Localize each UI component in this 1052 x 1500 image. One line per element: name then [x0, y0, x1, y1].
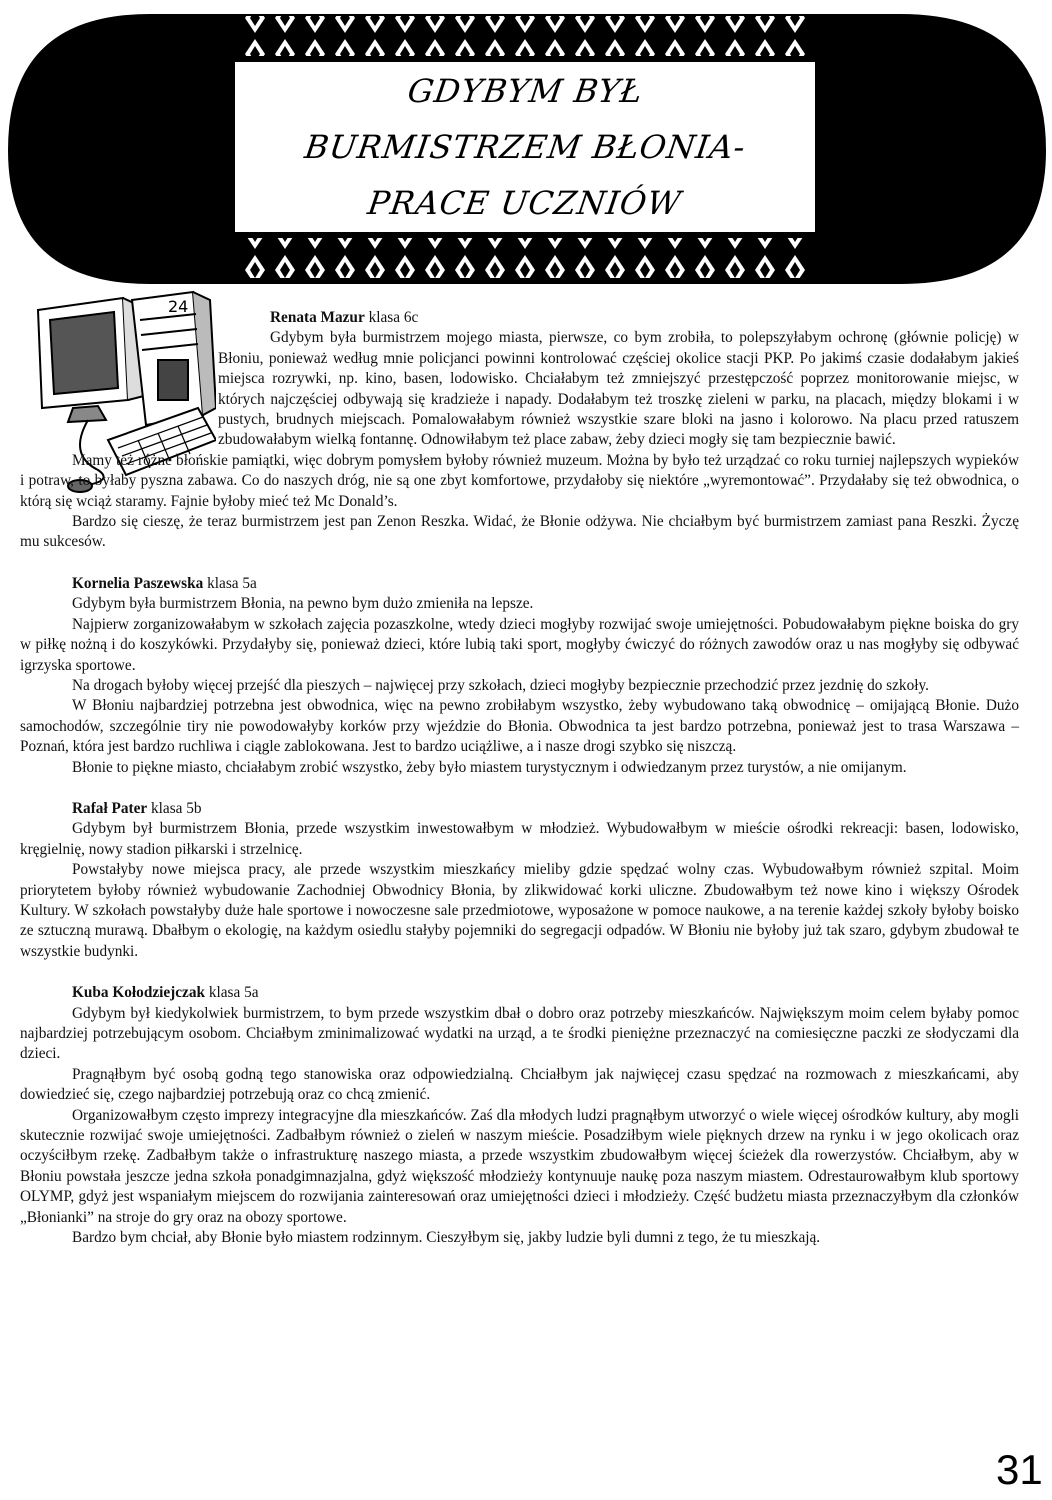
paragraph: Powstałyby nowe miejsca pracy, ale przede wszystkim mieszkańcy mieliby gdzie spędzać wolny czas. Wybudowałbym również szpital. Moim priorytetem byłoby również wybudowanie Zachodniej Obwodnicy Błonia, by zlikwidować korki uliczne. Zbudowałbym też nowe kino i większy Ośrodek Kultury. W szkołach powstałyby duże hale sportowe i nowoczesne sale przedmiotowe, wyposażone w pomoce naukowe, a na terenie każdej szkoły byłoby boisko ze sztuczną murawą. Dbałbym o ekologię, na każdym osiedlu stałyby pojemniki do segregacji odpadów. W Błoniu nie byłoby już tak szaro, gdybym zbudował te wszystkie budynki. [20, 861, 1019, 960]
author-name: Rafał Pater [72, 799, 148, 817]
article [20, 308, 1019, 1248]
paragraph: Gdybym był burmistrzem Błonia, przede wszystkim inwestowałbym w młodzież. Wybudowałbym w mieście ośrodki rekreacji: basen, lodowisko, kręgielnię, nowy stadion piłkarski i strzelnicę. [20, 820, 1019, 858]
paragraph: Gdybym była burmistrzem Błonia, na pewno bym dużo zmieniła na lepsze. [72, 595, 534, 613]
paragraph: Na drogach byłoby więcej przejść dla pieszych – najwięcej przy szkołach, dzieci mogłyby bezpiecznie przechodzić przez jezdnię do szkoły. [72, 676, 929, 694]
title-line-1: GDYBYM BYŁ [404, 72, 646, 110]
title-box [235, 62, 815, 232]
paragraph: Bardzo bym chciał, aby Błonie było miastem rodzinnym. Cieszyłbym się, jakby ludzie byli dumni z tego, że tu mieszkają. [72, 1229, 821, 1247]
author-name: Kuba Kołodziejczak [72, 984, 205, 1002]
paragraph: Błonie to piękne miasto, chciałabym zrobić wszystko, żeby było miastem turystycznym i odwiedzanym przez turystów, a nie omijanym. [72, 758, 907, 776]
title-line-2: BURMISTRZEM BŁONIA- [302, 128, 748, 166]
paragraph: Gdybym był kiedykolwiek burmistrzem, to bym przede wszystkim dbał o dobro oraz potrzeby mieszkańców. Największym moim celem byłaby pomoc najbardziej potrzebującym osobom. Chciałbym zminimalizować wydatki na urząd, a te środki pieniężne przeznaczyć na comiesięczne paczki ze słodyczami dla dzieci. [20, 1004, 1019, 1063]
paragraph: Mamy też różne błońskie pamiątki, więc dobrym pomysłem byłoby również muzeum. Można by było też urządzać co roku turniej najlepszych wypieków i potraw, to byłaby pyszna zabawa. Co do naszych dróg, nie są one zbyt komfortowe, przydałoby się niektóre „wyremontować”. Przydałaby się też obwodnica, o którą się wciąż staramy. Fajnie byłoby mieć też Mc Donald’s. [20, 451, 1019, 510]
title-line-3: PRACE UCZNIÓW [365, 184, 685, 222]
paragraph: Najpierw zorganizowałabym w szkołach zajęcia pozaszkolne, wtedy dzieci mogłyby rozwijać swoje umiejętności. Pobudowałabym piękne boiska do gry w piłkę nożną i do koszykówki. Przydałyby się, ponieważ dzieci, które lubią taki sport, mogłyby ćwiczyć do różnych zawodów oraz u nas mogłyby się odbywać igrzyska sportowe. [20, 615, 1019, 674]
section-heading [20, 983, 1019, 1003]
page-number: 31 [996, 1446, 1043, 1493]
paragraph: W Błoniu najbardziej potrzebna jest obwodnica, więc na pewno zrobiłabym wszystko, żeby wybudowano taką obwodnicę – omijającą Błonie. Dużo samochodów, szczególnie tiry nie powodowałyby korków przy wjeździe do Błonia. Obwodnica ta jest bardzo potrzebna, ponieważ jest to trasa Warszawa – Poznań, która jest bardzo ruchliwa i ciągle zablokowana. Jest to bardzo uciążliwe, a i nasze drogi szybko się niszczą. [20, 697, 1019, 756]
svg-text:24: 24 [168, 297, 189, 316]
class-label: klasa 5a [207, 574, 257, 592]
section-heading [20, 574, 1019, 594]
class-label: klasa 5a [208, 984, 259, 1002]
paragraph: Bardzo się cieszę, że teraz burmistrzem jest pan Zenon Reszka. Widać, że Błonie odżywa. Nie chciałbym być burmistrzem zamiast pana Reszki. Życzę mu sukcesów. [20, 513, 1019, 551]
section-heading [218, 308, 1019, 328]
section-renata [218, 308, 1019, 451]
author-name: Renata Mazur [270, 309, 365, 326]
author-name: Kornelia Paszewska [72, 574, 204, 592]
paragraph: Pragnąłbym być osobą godną tego stanowiska oraz odpowiedzialną. Chciałbym jak najwięcej czasu spędzać na rozmowach z mieszkańcami, aby dowiedzieć się, czego najbardziej potrzebują oraz co chcą zmienić. [20, 1065, 1019, 1104]
class-label: klasa 6c [368, 309, 419, 326]
header-banner [0, 0, 1052, 290]
section-heading [20, 799, 1019, 819]
paragraph: Gdybym była burmistrzem mojego miasta, pierwsze, co bym zrobiła, to polepszyłabym ochronę (głównie policję) w Błoniu, ponieważ według mnie policjanci powinni kontrolować częściej okolice stacji PKP. Po jakimś czasie dodałabym jakieś miejsca rozrywki, np. kino, basen, lodowisko. Chciałabym też zmniejszyć przestępczość poprzez monitorowanie miejsc, w których najczęściej odbywają się kradzieże i napady. Dodałabym też troszkę zieleni w parku, na placach, między blokami i w pustych, brudnych miejscach. Pomalowałabym również wszystkie szare bloki na jasno i kolorowo. Na placu przed ratuszem zbudowałabym wielką fontannę. Odnowiłabym też place zabaw, żeby dzieci mogły się tam bezpiecznie bawić. [218, 329, 1019, 449]
paragraph: Organizowałbym często imprezy integracyjne dla mieszkańców. Zaś dla młodych ludzi pragnąłbym utworzyć o wiele więcej ośrodków kultury, aby mogli skutecznie rozwijać swoje umiejętności. Zadbałbym również o zieleń w naszym mieście. Posadziłbym wiele pięknych drzew na rynku i w jego okolicach oraz oczyściłbym rzekę. Zadbałbym także o infrastrukturę naszego miasta, a przede wszystkim zbudowałbym więcej ścieżek dla rowerzystów. Chciałbym, aby w Błoniu powstała jeszcze jedna szkoła ponadgimnazjalna, gdyż większość młodzieży kontynuuje naukę poza naszym miastem. Odrestaurowałbym klub sportowy OLYMP, gdyż jest wspaniałym miejscem do rozwijania zainteresowań oraz umiejętności dzieci i młodzieży. Część budżetu miasta przeznaczyłbym dla członków „Błonianki” na stroje do gry oraz na obozy sportowe. [20, 1106, 1019, 1226]
class-label: klasa 5b [151, 799, 202, 817]
